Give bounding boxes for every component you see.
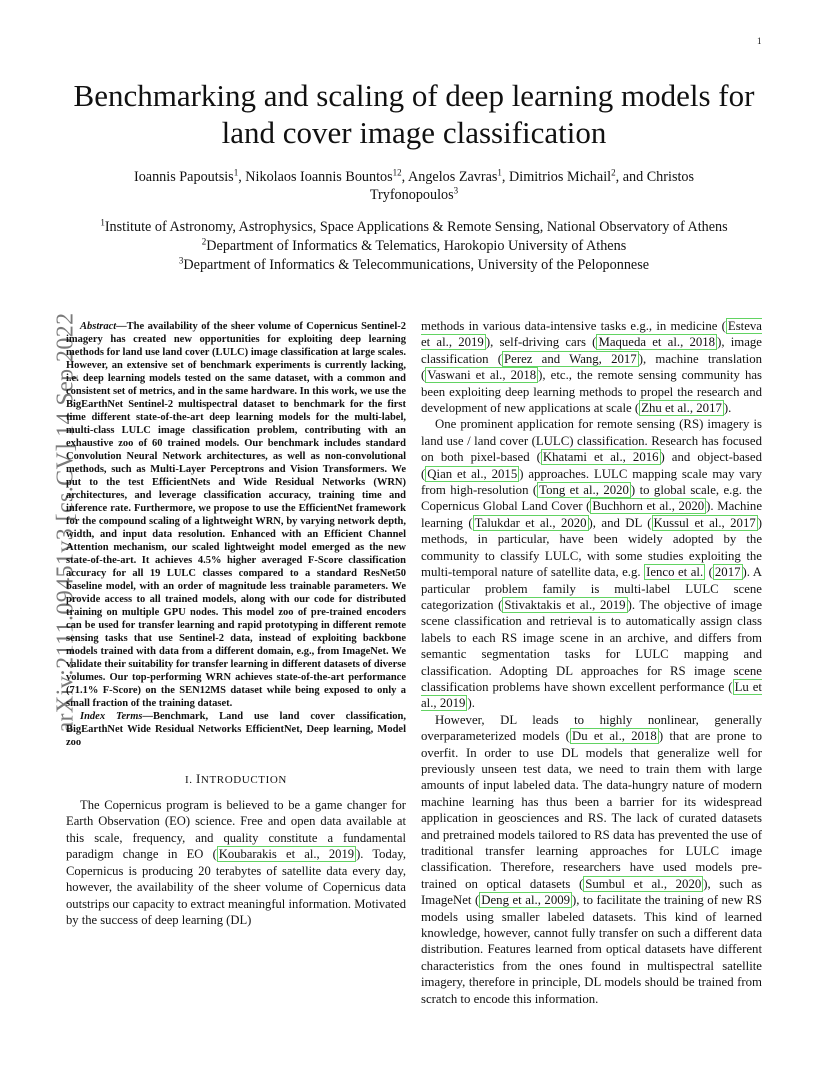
affiliation-list xyxy=(40,218,788,275)
citation-link[interactable]: Esteva et al., 2019 xyxy=(421,319,762,350)
arxiv-stamp-text: arXiv:2111.09451v3 [cs.CV] 14 Sep 2022 xyxy=(52,311,79,733)
citation-link[interactable]: Qian et al., 2015 xyxy=(427,466,518,481)
citation-link[interactable]: 2017 xyxy=(714,565,741,580)
citation-link[interactable]: Koubarakis et al., 2019 xyxy=(218,847,355,861)
index-terms xyxy=(66,710,406,749)
author-name: and Christos Tryfonopoulos xyxy=(369,169,695,203)
abstract-label: Abstract xyxy=(80,321,117,332)
section-numeral: I. xyxy=(185,774,196,786)
abstract-text: —The availability of the sheer volume of Copernicus Sentinel-2 imagery has created new opportunities for exploiting deep learning methods for land use land cover (LULC) image classification at large scales. However, an extensive set of benchmark experiments is currently lacking, i.e. deep learning models tested on the same dataset, with a common and consistent set of metrics, and in the same hardware. In this work, we use the BigEarthNet Sentinel-2 multispectral dataset to benchmark for the first time different state-of-the-art deep learning models for the multi-label, multi-class LULC image classification problem, contributing with an exhaustive zoo of 60 trained models. Our benchmark includes standard Convolution Neural Network architectures, as well as non-convolutional methods, such as Multi-Layer Perceptrons and Vision Transformers. We put to the test EfficientNets and Wide Residual Networks (WRN) architectures, and leverage classification accuracy, training time and inference rate. Furthermore, we propose to use the EfficientNet framework for the compound scaling of a lightweight WRN, by varying network depth, width, and input data resolution. Enhanced with an Efficient Channel Attention mechanism, our scaled lightweight model emerged as the new state-of-the-art. It achieves 4.5% higher averaged F-Score classification accuracy for all 19 LULC classes compared to a standard ResNet50 baseline model, with an order of magnitude less trainable parameters. We provide access to all trained models, along with our code for distributed training on multiple GPU nodes. This model zoo of pre-trained encoders can be used for transfer learning and rapid prototyping in different remote sensing tasks that use Sentinel-2 data, instead of exploiting backbone models trained with data from a different domain, e.g., from ImageNet. We validate their suitability for transfer learning in different datasets of diverse volumes. Our top-performing WRN achieves state-of-the-art performance (71.1% F-Score) on the SEN12MS dataset while being exposed to only a small fraction of the training dataset. xyxy=(66,321,406,709)
citation-link[interactable]: Buchhorn et al., 2020 xyxy=(592,499,705,514)
author-affiliation-mark: 2 xyxy=(611,167,616,178)
author-affiliation-mark: 1 xyxy=(497,167,502,178)
section-heading-introduction xyxy=(66,771,406,789)
index-terms-label: Index Terms xyxy=(80,711,143,722)
author-affiliation-mark: 3 xyxy=(453,185,459,196)
abstract xyxy=(66,320,406,710)
affiliation-line xyxy=(40,218,788,237)
citation-link[interactable]: Khatami et al., 2016 xyxy=(542,450,659,465)
affiliation-mark: 3 xyxy=(178,255,184,266)
citation-link[interactable]: Sumbul et al., 2020 xyxy=(585,876,702,891)
citation-link[interactable]: Maqueda et al., 2018 xyxy=(598,335,716,350)
author-name: Ioannis Papoutsis xyxy=(133,169,234,185)
citation-link[interactable]: Stivaktakis et al., 2019 xyxy=(504,597,626,612)
author-list: Ioannis Papoutsis$^1$, Nikolaos Ioannis Bountos$^{12}$, Angelos Zavras$^1$, Dimitrios Michail$^2$, and Christos Tryfonopoulos$^3$ xyxy=(133,167,695,203)
affiliation-mark: 1 xyxy=(100,217,105,228)
citation-link[interactable]: Vaswani et al., 2018 xyxy=(427,368,537,383)
author-name: Angelos Zavras xyxy=(407,169,498,185)
left-column xyxy=(66,320,406,929)
author-name: Dimitrios Michail xyxy=(509,169,612,185)
body-paragraph: However, DL leads to highly nonlinear, generally overparameterized models ( Du et al., 2018 ) that are prone to overfit. In order to use DL models that generalize well for previously unseen test data, we need to train them with large amounts of input labeled data. The data-hungry nature of modern machine learning has thus been a barrier for its widespread application in geosciences and RS. The lack of curated datasets and pretrained models tailored to RS data has prevented the use of traditional transfer learning approaches for LULC image classification. Therefore, researchers have used models pre-trained on optical datasets ( Sumbul et al., 2020 ), such as ImageNet ( Deng et al., 2009 ), to facilitate the training of new RS models using smaller labeled datasets. This kind of learned knowledge, however, cannot fully transfer on such a different data distribution. Features learned from optical datasets have different characteristics from the ones found in multispectral satellite imagery, therefore in principle, DL models should be trained from scratch to encode this information. xyxy=(421,712,763,1006)
affiliation-text: Institute of Astronomy, Astrophysics, Space Applications & Remote Sensing, National Observatory of Athens xyxy=(104,219,728,235)
citation-link[interactable]: Du et al., 2018 xyxy=(571,729,657,744)
affiliation-mark: 2 xyxy=(201,236,207,247)
citation-link[interactable]: Ienco et al. xyxy=(646,565,704,580)
author-affiliation-mark: 12 xyxy=(392,167,402,178)
section-title-rest: NTRODUCTION xyxy=(200,774,287,786)
intro-paragraph: The Copernicus program is believed to be a game changer for Earth Observation (EO) science. Free and open data available at this scale, frequency, and quality constitute a fundamental paradigm change in EO ( Koubarakis et al., 2019 ). Today, Copernicus is producing 20 terabytes of satellite data every day, however, the availability of the sheer volume of Copernicus data outstrips our capacity to extract meaningful information. Motivated by the success of deep learning (DL) xyxy=(66,797,406,927)
index-terms-text: —Benchmark, Land use land cover classification, BigEarthNet Wide Residual Networks EfficientNet, Deep learning, Model zoo xyxy=(66,711,406,748)
citation-link[interactable]: Zhu et al., 2017 xyxy=(641,401,722,416)
author-name: Nikolaos Ioannis Bountos xyxy=(245,169,393,185)
affiliation-text: Department of Informatics & Telematics, Harokopio University of Athens xyxy=(206,238,627,254)
body-paragraph: methods in various data-intensive tasks e.g., in medicine ( Esteva et al., 2019 ), self-driving cars ( Maqueda et al., 2018 ), image classification ( Perez and Wang, 2017 ), machine translation ( Vaswani et al., 2018 ), etc., the remote sensing community has been exploiting deep learning methods to propel the research and development of new applications at scale ( Zhu et al., 2017 ). xyxy=(421,319,763,416)
affiliation-line xyxy=(40,237,788,256)
section-title-initial: I xyxy=(195,771,201,786)
affiliation-line xyxy=(40,256,788,275)
citation-link[interactable]: Perez and Wang, 2017 xyxy=(504,351,637,366)
affiliation-text: Department of Informatics & Telecommunications, University of the Peloponnese xyxy=(183,257,650,273)
citation-link[interactable]: Talukdar et al., 2020 xyxy=(474,515,587,530)
paper-title: Benchmarking and scaling of deep learning models for land cover image classification xyxy=(73,78,755,150)
citation-link[interactable]: Tong et al., 2020 xyxy=(539,483,629,498)
page-number: 1 xyxy=(757,36,762,46)
right-column xyxy=(421,318,762,1007)
citation-link[interactable]: Lu et al., 2019 xyxy=(421,679,762,711)
body-paragraph: One prominent application for remote sensing (RS) imagery is land use / land cover (LULC) classification. Research has focused on both pixel-based ( Khatami et al., 2016 ) and object-based ( Qian et al., 2015 ) approaches. LULC mapping scale may vary from high-resolution ( Tong et al., 2020 ) to global scale, e.g. the Copernicus Global Land Cover ( Buchhorn et al., 2020 ). Machine learning ( Talukdar et al., 2020 ), and DL ( Kussul et al., 2017 ) methods, in particular, have been widely adopted by the community to classify LULC, with some studies exploiting the multi-temporal nature of satellite data, e.g. Ienco et al. ( 2017 ). A particular problem family is multi-label LULC scene categorization ( Stivaktakis et al., 2019 ). The objective of image scene classification and retrieval is to automatically assign class labels to each RS image scene in an archive, and differs from semantic segmentation tasks for LULC mapping and classification. Adopting DL approaches for RS image scene classification problems have shown excellent performance ( Lu et al., 2019 ). xyxy=(421,417,763,711)
citation-link[interactable]: Deng et al., 2009 xyxy=(481,893,571,908)
citation-link[interactable]: Kussul et al., 2017 xyxy=(653,515,756,530)
author-affiliation-mark: 1 xyxy=(233,167,239,178)
